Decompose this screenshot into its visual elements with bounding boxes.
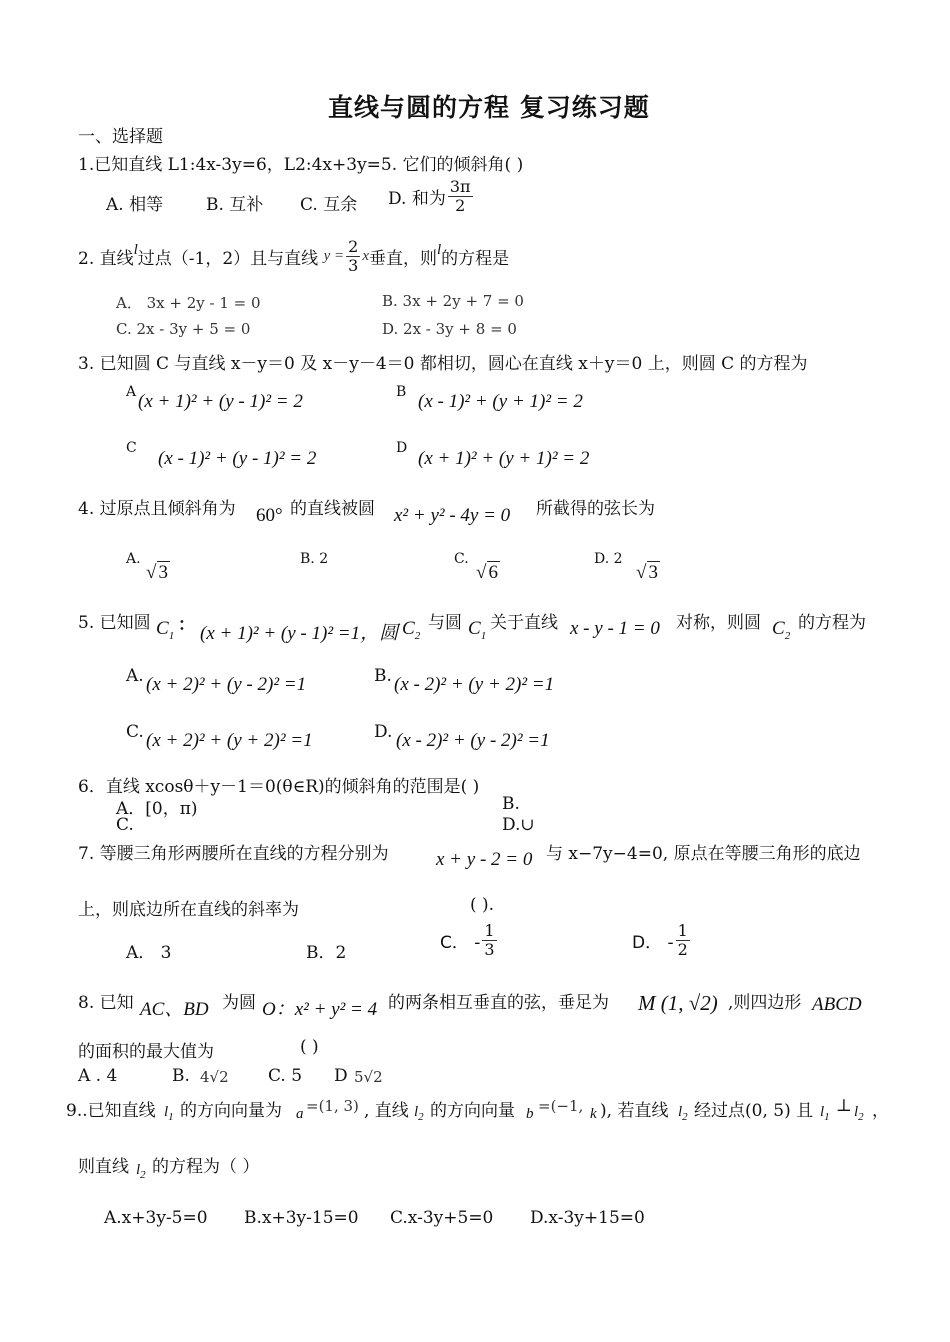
q9-stem-part7: 则直线 [78,1157,129,1177]
q1-option-d-fraction [448,178,473,214]
q4-stem-part1: 4. 过原点且倾斜角为 [78,499,236,519]
q7-stem-part1: 7. 等腰三角形两腰所在直线的方程分别为 [78,844,389,864]
q2-eq-denominator: 3 [348,255,359,275]
q3-option-c-label: C [126,440,137,456]
q7-d-numerator: 1 [677,921,688,940]
q8-option-d: 5√2 [354,1068,383,1086]
q7-option-c-fraction [482,922,496,958]
q3-option-d: (x + 1)² + (y + 1)² = 2 [418,448,590,469]
q4-stem-part3: 所截得的弦长为 [536,499,655,519]
q3-option-b-label: B [396,384,407,400]
q2-line-symbol-2: l [436,241,442,258]
q2-stem [78,238,509,274]
q9-l2-answer-ref-sub: 2 [140,1169,146,1181]
q3-option-a-label: A [126,384,137,400]
q6-option-a: A．[0，π) [116,799,198,819]
q4-angle: 60° [256,505,283,526]
q9-k: k [590,1106,597,1122]
q8-chords: AC、BD [140,999,209,1020]
q1-stem: 1.已知直线 L1:4x-3y=6，L2:4x+3y=5. 它们的倾斜角( ) [78,155,524,175]
q5-stem-part1: 5. 已知圆 [78,613,151,633]
q4-circle-eq: x² + y² - 4y = 0 [394,505,511,526]
q9-l2-sub: 2 [418,1111,424,1123]
q8-quadrilateral: ABCD [812,994,862,1015]
q4-option-d-radicand: 3 [648,562,658,583]
q5-c1 [156,618,174,640]
q5-stem-part5: 的方程为 [798,613,866,633]
q9-l2-ref [678,1104,688,1121]
q9-l2-letter: l [414,1104,419,1120]
q6-option-d: D.∪ [502,815,535,835]
q4-option-a-label: A. [126,551,141,567]
q4-stem-part2: 的直线被圆 [290,499,375,519]
q4-option-a: √ 3 [146,562,168,583]
q5-option-b-label: B. [374,666,392,686]
q4-option-a-radicand: 3 [158,562,168,583]
q8-option-b-label: B. [172,1066,190,1086]
q1-option-b: B. 互补 [206,195,264,215]
q4-option-c: √ 6 [476,562,498,583]
q7-option-d-prefix: D． - [632,932,674,953]
q8-option-d-label: D [334,1066,348,1086]
q5-c2 [402,618,420,640]
q9-l1-sub: 1 [168,1111,174,1123]
q9-perp-symbol: ⊥ [836,1096,852,1116]
q3-option-a: (x + 1)² + (y - 1)² = 2 [138,391,303,412]
q5-stem-part3: 关于直线 [490,613,558,633]
q9-option-a: A.x+3y-5=0 [104,1208,208,1228]
q9-l2-answer-ref [136,1162,146,1179]
page-title: 直线与圆的方程 复习练习题 [328,93,650,122]
q2-option-a: A． 3x + 2y - 1 = 0 [116,294,261,312]
q9-l1-ref [820,1104,830,1121]
q5-c2-letter: C [402,618,415,639]
q9-stem-part1: 9..已知直线 [66,1101,156,1121]
q4-option-d-label: D. 2 [594,551,623,567]
q5-option-d: (x - 2)² + (y - 2)² =1 [396,730,550,751]
q9-l2-ref-sub: 2 [682,1111,688,1123]
q9-stem-part3: , 直线 [364,1101,409,1121]
q5-option-a: (x + 2)² + (y - 2)² =1 [146,674,307,695]
q4-option-c-label: C. [454,551,469,567]
q9-comma: ， [872,1101,889,1121]
q4-option-c-radicand: 6 [488,562,498,583]
q9-vec-a: a [296,1106,304,1122]
q7-option-b: B．2 [306,943,347,963]
q4-option-d: √ 3 [636,562,658,583]
q2-stem-part2: 过点（-1，2）且与直线 [137,248,319,269]
q5-c2-ref [772,618,790,640]
q1-option-d-prefix: D. 和为 [388,188,446,209]
q3-option-b: (x - 1)² + (y + 1)² = 2 [418,391,583,412]
q9-l2-ref-2-sub: 2 [858,1111,864,1123]
q7-leg-line-eq: x + y - 2 = 0 [436,849,533,870]
q2-line-eq-fraction [346,238,360,274]
q2-option-b: B. 3x + 2y + 7 = 0 [382,292,524,310]
q5-option-a-label: A. [126,666,144,686]
q5-option-b: (x - 2)² + (y + 2)² =1 [394,674,555,695]
q9-stem-part6: 经过点(0, 5) 且 [694,1101,814,1121]
q9-stem-part5: ), 若直线 [600,1101,669,1121]
q5-c2-ref-letter: C [772,618,785,639]
q5-stem-part2: 与圆 [428,613,462,633]
q2-line-eq-lhs: y = [323,247,345,264]
q1-option-d [388,178,475,214]
q9-l2-ref-2-letter: l [854,1104,859,1120]
q9-vec-a-value: =(1, 3) [306,1097,359,1115]
q9-stem-part8: 的方程为（ ） [152,1157,260,1177]
q8-option-c: C. 5 [268,1066,303,1086]
q7-option-d-fraction [676,922,690,958]
q5-c2-ref-sub: 2 [784,629,791,642]
q8-stem-part4: ,则四边形 [728,993,802,1013]
q5-c1-sub: 1 [168,629,175,642]
q8-stem-part1: 8. 已知 [78,993,134,1013]
q9-l1 [164,1104,174,1121]
q2-eq-numerator: 2 [348,237,359,256]
q8-stem-part3: 的两条相互垂直的弦，垂足为 [388,993,609,1013]
q6-stem: 6．直线 xcosθ＋y－1＝0(θ∈R)的倾斜角的范围是( ) [78,777,480,797]
q9-l2-answer-ref-letter: l [136,1162,141,1178]
q2-stem-part1: 2. 直线 [78,248,134,269]
q5-c1-ref [468,618,486,640]
q2-option-d: D. 2x - 3y + 8 = 0 [382,320,517,338]
q8-option-a: A . 4 [78,1066,118,1086]
q7-option-a: A． 3 [126,943,172,963]
q9-option-b: B.x+3y-15=0 [244,1208,359,1228]
q5-c1-ref-letter: C [468,618,481,639]
q5-symmetry-line: x - y - 1 = 0 [570,618,660,639]
q9-l2-ref-letter: l [678,1104,683,1120]
q5-c1-ref-sub: 1 [480,629,487,642]
q9-l1-ref-sub: 1 [824,1111,830,1123]
q2-option-c: C. 2x - 3y + 5 = 0 [116,320,251,338]
q8-stem-part2: 为圆 [222,993,256,1013]
q9-vec-b-value: =(−1, [538,1097,584,1115]
q9-option-d: D.x-3y+15=0 [530,1208,645,1228]
q9-option-c: C.x-3y+5=0 [390,1208,494,1228]
q9-stem-part2: 的方向向量为 [180,1101,282,1121]
q5-c1-letter: C [156,618,169,639]
q5-given-circle: (x + 1)² + (y - 1)² =1，圆 [200,623,399,644]
q3-option-d-label: D [396,440,408,456]
q1-option-c: C. 互余 [300,195,358,215]
q9-l2-ref-2 [854,1104,864,1121]
q7-option-c-prefix: C． - [440,932,481,953]
q5-option-c-label: C. [126,722,144,742]
q8-stem-part5: 的面积的最大值为 [78,1042,214,1062]
q2-stem-part4: 的方程是 [441,248,510,269]
q8-answer-paren: ( ) [300,1037,319,1057]
q8-foot-point: M (1, √2) [638,991,718,1015]
q8-circle-eq: O：x² + y² = 4 [262,999,378,1020]
q2-line-symbol: l [133,241,138,258]
q4-option-b: B. 2 [300,551,329,567]
q1-d-numerator: 3π [449,177,471,196]
q8-option-b: 4√2 [200,1068,229,1086]
q7-c-numerator: 1 [484,921,495,940]
q9-stem-part4: 的方向向量 [430,1101,515,1121]
q9-vec-b: b [526,1106,534,1122]
q2-line-eq-var: x [362,247,369,264]
q6-option-c: C. [116,815,134,835]
q5-option-d-label: D. [374,722,393,742]
section-heading: 一、选择题 [78,127,163,147]
q1-option-a: A. 相等 [106,195,164,215]
q7-option-d [632,922,692,958]
q5-colon: ： [178,615,195,635]
q5-option-c: (x + 2)² + (y + 2)² =1 [146,730,313,751]
q3-stem: 3. 已知圆 C 与直线 x－y＝0 及 x－y－4＝0 都相切，圆心在直线 x＋y＝0 上，则圆 C 的方程为 [78,354,808,374]
q6-option-b: B. [502,794,520,814]
q5-stem-part4: 对称，则圆 [676,613,761,633]
q7-c-denominator: 3 [484,939,495,959]
q9-l1-ref-letter: l [820,1104,825,1120]
q7-stem-part3: 上，则底边所在直线的斜率为 [78,900,299,920]
q2-stem-part3: 垂直，则 [368,248,437,269]
q7-stem-part2: 与 x−7y−4=0, 原点在等腰三角形的底边 [546,844,861,864]
q5-c2-sub: 2 [414,629,421,642]
q7-answer-paren: ( ). [470,895,495,915]
q1-d-denominator: 2 [455,195,466,215]
q7-d-denominator: 2 [677,939,688,959]
q9-l2 [414,1104,424,1121]
q9-l1-letter: l [164,1104,169,1120]
q7-option-c [440,922,499,958]
q3-option-c: (x - 1)² + (y - 1)² = 2 [158,448,317,469]
